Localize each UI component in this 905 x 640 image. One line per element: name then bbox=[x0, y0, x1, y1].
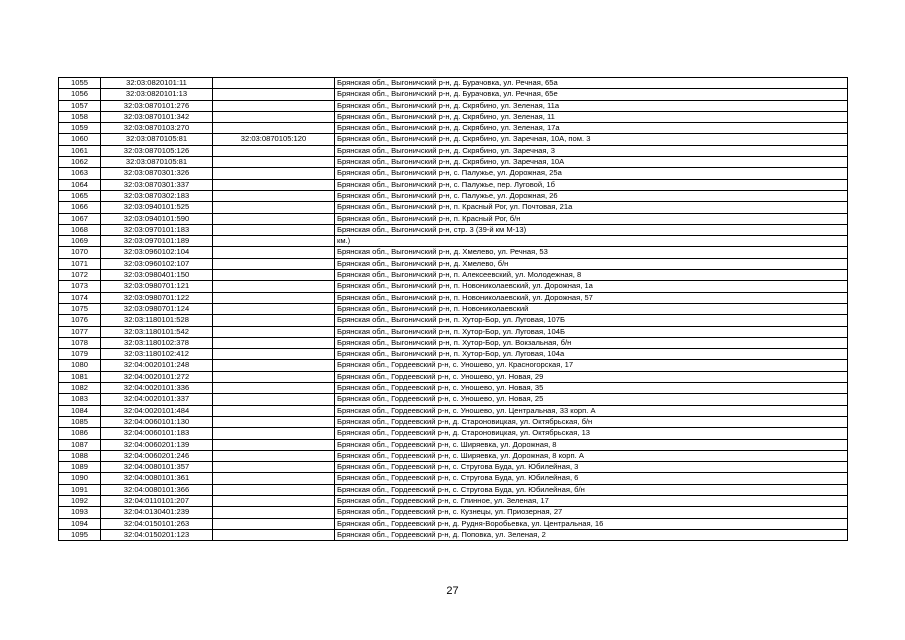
cadastral-number-cell: 32:04:0080101:361 bbox=[101, 473, 213, 484]
table-row bbox=[59, 529, 848, 540]
row-number-cell: 1080 bbox=[59, 360, 101, 371]
row-number-cell: 1055 bbox=[59, 78, 101, 89]
address-cell: Брянская обл., Гордеевский р-н, с. Кузнецы, ул. Приозерная, 27 bbox=[335, 507, 848, 518]
cadastral-number-cell: 32:04:0150101:263 bbox=[101, 518, 213, 529]
related-cadastral-number-cell bbox=[213, 518, 335, 529]
related-cadastral-number-cell bbox=[213, 202, 335, 213]
address-cell: Брянская обл., Гордеевский р-н, д. Староновицкая, ул. Октябрьская, б/н bbox=[335, 416, 848, 427]
cadastral-number-cell: 32:03:0970101:183 bbox=[101, 224, 213, 235]
address-cell: Брянская обл., Выгоничский р-н, д. Скрябино, ул. Зеленая, 11а bbox=[335, 100, 848, 111]
table-row bbox=[59, 484, 848, 495]
address-cell: Брянская обл., Выгоничский р-н, п. Хутор-Бор, ул. Луговая, 104а bbox=[335, 349, 848, 360]
row-number-cell: 1085 bbox=[59, 416, 101, 427]
related-cadastral-number-cell bbox=[213, 123, 335, 134]
row-number-cell: 1070 bbox=[59, 247, 101, 258]
cadastral-number-cell: 32:04:0060201:139 bbox=[101, 439, 213, 450]
address-cell: Брянская обл., Гордеевский р-н, д. Поповка, ул. Зеленая, 2 bbox=[335, 529, 848, 540]
table-row bbox=[59, 507, 848, 518]
cadastral-number-cell: 32:04:0020101:336 bbox=[101, 383, 213, 394]
cadastral-number-cell: 32:04:0060101:183 bbox=[101, 428, 213, 439]
table-row bbox=[59, 462, 848, 473]
table-row bbox=[59, 416, 848, 427]
row-number-cell: 1058 bbox=[59, 111, 101, 122]
address-cell: Брянская обл., Выгоничский р-н, д. Хмелево, б/н bbox=[335, 258, 848, 269]
row-number-cell: 1090 bbox=[59, 473, 101, 484]
table-row bbox=[59, 78, 848, 89]
row-number-cell: 1067 bbox=[59, 213, 101, 224]
cadastral-number-cell: 32:03:0960102:107 bbox=[101, 258, 213, 269]
address-cell: Брянская обл., Выгоничский р-н, с. Палужье, пер. Луговой, 1б bbox=[335, 179, 848, 190]
row-number-cell: 1060 bbox=[59, 134, 101, 145]
address-cell: Брянская обл., Выгоничский р-н, д. Скрябино, ул. Заречная, 10А, пом. 3 bbox=[335, 134, 848, 145]
address-cell: Брянская обл., Выгоничский р-н, с. Палужье, ул. Дорожная, 26 bbox=[335, 190, 848, 201]
table-row bbox=[59, 168, 848, 179]
related-cadastral-number-cell bbox=[213, 145, 335, 156]
table-row bbox=[59, 134, 848, 145]
row-number-cell: 1062 bbox=[59, 157, 101, 168]
address-cell: Брянская обл., Гордеевский р-н, с. Уношево, ул. Новая, 25 bbox=[335, 394, 848, 405]
table-row bbox=[59, 123, 848, 134]
cadastral-number-cell: 32:03:0870105:81 bbox=[101, 157, 213, 168]
related-cadastral-number-cell bbox=[213, 224, 335, 235]
cadastral-number-cell: 32:03:0870103:270 bbox=[101, 123, 213, 134]
related-cadastral-number-cell bbox=[213, 462, 335, 473]
related-cadastral-number-cell bbox=[213, 78, 335, 89]
related-cadastral-number-cell bbox=[213, 349, 335, 360]
related-cadastral-number-cell: 32:03:0870105:120 bbox=[213, 134, 335, 145]
row-number-cell: 1077 bbox=[59, 326, 101, 337]
related-cadastral-number-cell bbox=[213, 281, 335, 292]
address-cell: Брянская обл., Выгоничский р-н, п. Хутор-Бор, ул. Вокзальная, б/н bbox=[335, 337, 848, 348]
cadastral-number-cell: 32:04:0110101:207 bbox=[101, 495, 213, 506]
row-number-cell: 1082 bbox=[59, 383, 101, 394]
address-cell: Брянская обл., Выгоничский р-н, п. Красный Рог, ул. Почтовая, 21а bbox=[335, 202, 848, 213]
address-cell: Брянская обл., Выгоничский р-н, д. Скрябино, ул. Заречная, 3 bbox=[335, 145, 848, 156]
cadastral-number-cell: 32:03:0870105:126 bbox=[101, 145, 213, 156]
row-number-cell: 1069 bbox=[59, 236, 101, 247]
address-cell: Брянская обл., Выгоничский р-н, д. Скрябино, ул. Зеленая, 11 bbox=[335, 111, 848, 122]
row-number-cell: 1086 bbox=[59, 428, 101, 439]
address-cell: Брянская обл., Выгоничский р-н, д. Хмелево, ул. Речная, 53 bbox=[335, 247, 848, 258]
address-cell: Брянская обл., Выгоничский р-н, д. Скрябино, ул. Заречная, 10А bbox=[335, 157, 848, 168]
table-row bbox=[59, 281, 848, 292]
row-number-cell: 1061 bbox=[59, 145, 101, 156]
related-cadastral-number-cell bbox=[213, 315, 335, 326]
related-cadastral-number-cell bbox=[213, 405, 335, 416]
table-row bbox=[59, 326, 848, 337]
related-cadastral-number-cell bbox=[213, 303, 335, 314]
cadastral-number-cell: 32:03:0980701:124 bbox=[101, 303, 213, 314]
row-number-cell: 1068 bbox=[59, 224, 101, 235]
address-cell: Брянская обл., Гордеевский р-н, с. Стругова Буда, ул. Юбилейная, 6 bbox=[335, 473, 848, 484]
address-cell: Брянская обл., Гордеевский р-н, с. Ширяевка, ул. Дорожная, 8 корп. А bbox=[335, 450, 848, 461]
address-cell: Брянская обл., Гордеевский р-н, с. Уношево, ул. Красногорская, 17 bbox=[335, 360, 848, 371]
page-number: 27 bbox=[446, 585, 459, 597]
table-row bbox=[59, 270, 848, 281]
related-cadastral-number-cell bbox=[213, 213, 335, 224]
table-row bbox=[59, 258, 848, 269]
related-cadastral-number-cell bbox=[213, 507, 335, 518]
related-cadastral-number-cell bbox=[213, 473, 335, 484]
cadastral-number-cell: 32:03:0870301:337 bbox=[101, 179, 213, 190]
row-number-cell: 1074 bbox=[59, 292, 101, 303]
cadastral-number-cell: 32:03:0870101:342 bbox=[101, 111, 213, 122]
related-cadastral-number-cell bbox=[213, 100, 335, 111]
related-cadastral-number-cell bbox=[213, 157, 335, 168]
cadastral-number-cell: 32:03:1180102:412 bbox=[101, 349, 213, 360]
address-cell: Брянская обл., Гордеевский р-н, с. Глинное, ул. Зеленая, 17 bbox=[335, 495, 848, 506]
cadastral-number-cell: 32:03:0820101:11 bbox=[101, 78, 213, 89]
related-cadastral-number-cell bbox=[213, 292, 335, 303]
related-cadastral-number-cell bbox=[213, 416, 335, 427]
table-row bbox=[59, 213, 848, 224]
table-row bbox=[59, 360, 848, 371]
cadastral-number-cell: 32:04:0020101:272 bbox=[101, 371, 213, 382]
row-number-cell: 1076 bbox=[59, 315, 101, 326]
table-row bbox=[59, 190, 848, 201]
table-row bbox=[59, 202, 848, 213]
cadastral-number-cell: 32:04:0020101:484 bbox=[101, 405, 213, 416]
table-row bbox=[59, 473, 848, 484]
table-row bbox=[59, 371, 848, 382]
table-row bbox=[59, 450, 848, 461]
address-cell: Брянская обл., Выгоничский р-н, п. Новониколаевский, ул. Дорожная, 1а bbox=[335, 281, 848, 292]
table-row bbox=[59, 405, 848, 416]
table-row bbox=[59, 383, 848, 394]
cadastral-number-cell: 32:03:0980701:122 bbox=[101, 292, 213, 303]
table-row bbox=[59, 349, 848, 360]
table-row bbox=[59, 495, 848, 506]
cadastral-number-cell: 32:03:0870105:81 bbox=[101, 134, 213, 145]
row-number-cell: 1059 bbox=[59, 123, 101, 134]
table-row bbox=[59, 157, 848, 168]
row-number-cell: 1071 bbox=[59, 258, 101, 269]
cadastral-number-cell: 32:03:1180101:528 bbox=[101, 315, 213, 326]
cadastral-number-cell: 32:04:0060101:130 bbox=[101, 416, 213, 427]
row-number-cell: 1063 bbox=[59, 168, 101, 179]
address-cell: Брянская обл., Выгоничский р-н, д. Бурачовка, ул. Речная, 65а bbox=[335, 78, 848, 89]
address-cell: Брянская обл., Гордеевский р-н, с. Уношево, ул. Новая, 35 bbox=[335, 383, 848, 394]
cadastral-number-cell: 32:03:0870301:326 bbox=[101, 168, 213, 179]
related-cadastral-number-cell bbox=[213, 529, 335, 540]
table-row bbox=[59, 89, 848, 100]
row-number-cell: 1094 bbox=[59, 518, 101, 529]
address-cell: Брянская обл., Гордеевский р-н, д. Староновицкая, ул. Октябрьская, 13 bbox=[335, 428, 848, 439]
row-number-cell: 1064 bbox=[59, 179, 101, 190]
related-cadastral-number-cell bbox=[213, 111, 335, 122]
related-cadastral-number-cell bbox=[213, 439, 335, 450]
cadastral-number-cell: 32:03:0820101:13 bbox=[101, 89, 213, 100]
table-row bbox=[59, 247, 848, 258]
row-number-cell: 1088 bbox=[59, 450, 101, 461]
table-row bbox=[59, 145, 848, 156]
related-cadastral-number-cell bbox=[213, 383, 335, 394]
row-number-cell: 1081 bbox=[59, 371, 101, 382]
row-number-cell: 1091 bbox=[59, 484, 101, 495]
cadastral-number-cell: 32:03:0870101:276 bbox=[101, 100, 213, 111]
cadastral-number-cell: 32:04:0020101:248 bbox=[101, 360, 213, 371]
cadastral-number-cell: 32:03:1180102:378 bbox=[101, 337, 213, 348]
row-number-cell: 1056 bbox=[59, 89, 101, 100]
cadastral-number-cell: 32:03:1180101:542 bbox=[101, 326, 213, 337]
address-cell: Брянская обл., Гордеевский р-н, с. Стругова Буда, ул. Юбилейная, б/н bbox=[335, 484, 848, 495]
cadastral-number-cell: 32:03:0970101:189 bbox=[101, 236, 213, 247]
address-cell: Брянская обл., Гордеевский р-н, д. Рудня-Воробьевка, ул. Центральная, 16 bbox=[335, 518, 848, 529]
property-table-body bbox=[59, 78, 848, 541]
table-row bbox=[59, 100, 848, 111]
related-cadastral-number-cell bbox=[213, 337, 335, 348]
address-cell: Брянская обл., Выгоничский р-н, п. Алексеевский, ул. Молодежная, 8 bbox=[335, 270, 848, 281]
related-cadastral-number-cell bbox=[213, 371, 335, 382]
row-number-cell: 1084 bbox=[59, 405, 101, 416]
table-row bbox=[59, 394, 848, 405]
address-cell: Брянская обл., Выгоничский р-н, стр. 3 (39-й км М-13) bbox=[335, 224, 848, 235]
address-cell: Брянская обл., Выгоничский р-н, п. Красный Рог, б/н bbox=[335, 213, 848, 224]
table-row bbox=[59, 292, 848, 303]
table-row bbox=[59, 236, 848, 247]
table-row bbox=[59, 111, 848, 122]
cadastral-number-cell: 32:03:0960102:104 bbox=[101, 247, 213, 258]
related-cadastral-number-cell bbox=[213, 258, 335, 269]
related-cadastral-number-cell bbox=[213, 360, 335, 371]
related-cadastral-number-cell bbox=[213, 326, 335, 337]
row-number-cell: 1073 bbox=[59, 281, 101, 292]
row-number-cell: 1092 bbox=[59, 495, 101, 506]
related-cadastral-number-cell bbox=[213, 247, 335, 258]
address-cell: км.) bbox=[335, 236, 848, 247]
related-cadastral-number-cell bbox=[213, 89, 335, 100]
row-number-cell: 1095 bbox=[59, 529, 101, 540]
cadastral-number-cell: 32:04:0020101:337 bbox=[101, 394, 213, 405]
property-table bbox=[58, 77, 848, 541]
related-cadastral-number-cell bbox=[213, 270, 335, 281]
related-cadastral-number-cell bbox=[213, 190, 335, 201]
address-cell: Брянская обл., Выгоничский р-н, д. Скрябино, ул. Зеленая, 17а bbox=[335, 123, 848, 134]
row-number-cell: 1089 bbox=[59, 462, 101, 473]
related-cadastral-number-cell bbox=[213, 495, 335, 506]
related-cadastral-number-cell bbox=[213, 484, 335, 495]
row-number-cell: 1057 bbox=[59, 100, 101, 111]
address-cell: Брянская обл., Выгоничский р-н, п. Новониколаевский, ул. Дорожная, 57 bbox=[335, 292, 848, 303]
row-number-cell: 1065 bbox=[59, 190, 101, 201]
table-row bbox=[59, 179, 848, 190]
row-number-cell: 1079 bbox=[59, 349, 101, 360]
row-number-cell: 1083 bbox=[59, 394, 101, 405]
related-cadastral-number-cell bbox=[213, 428, 335, 439]
cadastral-number-cell: 32:04:0060201:246 bbox=[101, 450, 213, 461]
related-cadastral-number-cell bbox=[213, 450, 335, 461]
table-row bbox=[59, 428, 848, 439]
cadastral-number-cell: 32:04:0130401:239 bbox=[101, 507, 213, 518]
related-cadastral-number-cell bbox=[213, 394, 335, 405]
address-cell: Брянская обл., Гордеевский р-н, с. Уношево, ул. Новая, 29 bbox=[335, 371, 848, 382]
address-cell: Брянская обл., Выгоничский р-н, д. Бурачовка, ул. Речная, 65е bbox=[335, 89, 848, 100]
row-number-cell: 1087 bbox=[59, 439, 101, 450]
related-cadastral-number-cell bbox=[213, 236, 335, 247]
address-cell: Брянская обл., Выгоничский р-н, п. Хутор-Бор, ул. Луговая, 104Б bbox=[335, 326, 848, 337]
cadastral-number-cell: 32:04:0080101:357 bbox=[101, 462, 213, 473]
address-cell: Брянская обл., Выгоничский р-н, с. Палужье, ул. Дорожная, 25а bbox=[335, 168, 848, 179]
address-cell: Брянская обл., Гордеевский р-н, с. Стругова Буда, ул. Юбилейная, 3 bbox=[335, 462, 848, 473]
table-row bbox=[59, 315, 848, 326]
table-row bbox=[59, 439, 848, 450]
cadastral-number-cell: 32:03:0940101:590 bbox=[101, 213, 213, 224]
cadastral-number-cell: 32:03:0980701:121 bbox=[101, 281, 213, 292]
cadastral-number-cell: 32:03:0870302:183 bbox=[101, 190, 213, 201]
cadastral-number-cell: 32:03:0980401:150 bbox=[101, 270, 213, 281]
row-number-cell: 1078 bbox=[59, 337, 101, 348]
address-cell: Брянская обл., Гордеевский р-н, с. Ширяевка, ул. Дорожная, 8 bbox=[335, 439, 848, 450]
address-cell: Брянская обл., Гордеевский р-н, с. Уношево, ул. Центральная, 33 корп. А bbox=[335, 405, 848, 416]
cadastral-number-cell: 32:04:0150201:123 bbox=[101, 529, 213, 540]
cadastral-number-cell: 32:04:0080101:366 bbox=[101, 484, 213, 495]
cadastral-number-cell: 32:03:0940101:525 bbox=[101, 202, 213, 213]
table-row bbox=[59, 518, 848, 529]
related-cadastral-number-cell bbox=[213, 179, 335, 190]
row-number-cell: 1066 bbox=[59, 202, 101, 213]
address-cell: Брянская обл., Выгоничский р-н, п. Новониколаевский bbox=[335, 303, 848, 314]
related-cadastral-number-cell bbox=[213, 168, 335, 179]
row-number-cell: 1072 bbox=[59, 270, 101, 281]
table-row bbox=[59, 303, 848, 314]
table-row bbox=[59, 337, 848, 348]
row-number-cell: 1093 bbox=[59, 507, 101, 518]
table-row bbox=[59, 224, 848, 235]
row-number-cell: 1075 bbox=[59, 303, 101, 314]
address-cell: Брянская обл., Выгоничский р-н, п. Хутор-Бор, ул. Луговая, 107Б bbox=[335, 315, 848, 326]
